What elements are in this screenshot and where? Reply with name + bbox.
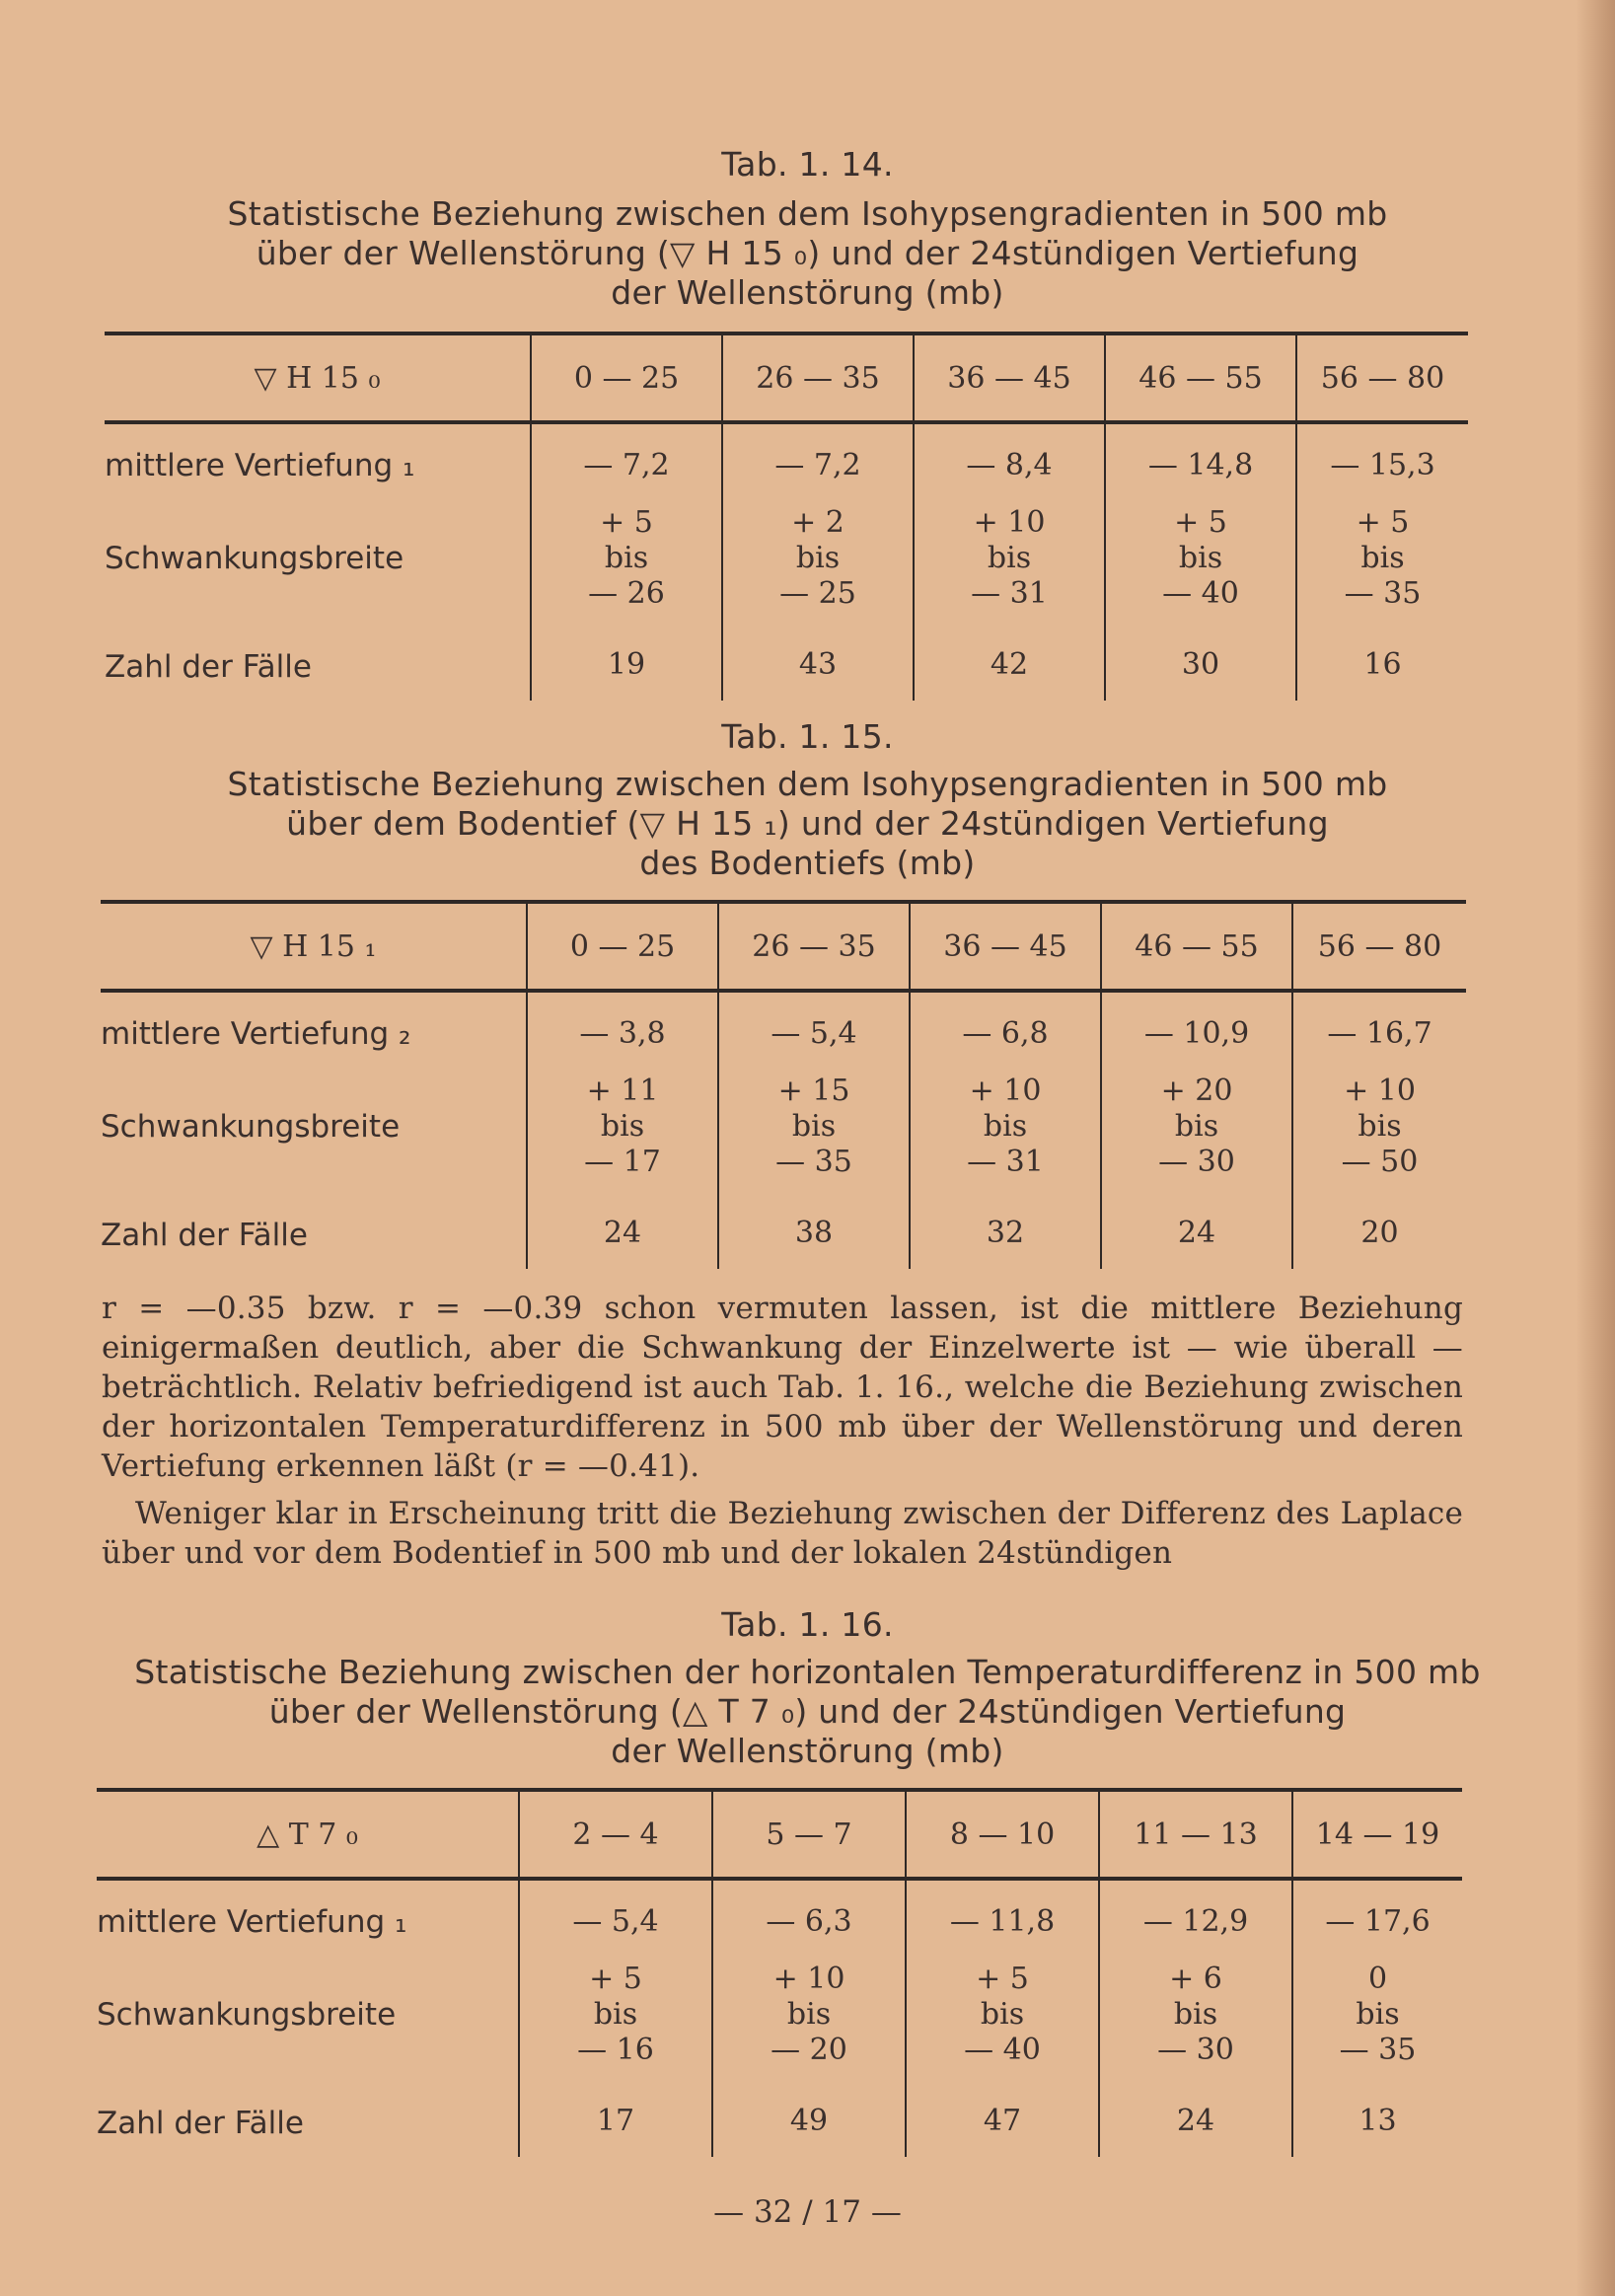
range-bottom: — 16 — [577, 2033, 654, 2067]
table-caption-line: Statistische Beziehung zwischen dem Isohypsengradienten in 500 mb — [227, 765, 1388, 803]
column-header: 0 — 25 — [527, 902, 718, 991]
range-bis: bis — [1358, 1109, 1402, 1144]
header-gradient-label: ▽ H 15 ₀ — [105, 333, 531, 422]
body-paragraph: r = —0.35 bzw. r = —0.39 schon vermuten lassen, ist die mittlere Beziehung einigermaßen deutlich, aber die Schwankung der Einzelwerte ist — wie überall — beträchtlich. Relativ befriedigend ist auch Tab. 1. 16., welche die Beziehung zwischen der horizontalen Temperaturdifferenz in 500 mb über der Wellenstörung und deren Vertiefung erkennen läßt (r = —0.41). — [102, 1291, 1463, 1484]
column-header: 36 — 45 — [910, 902, 1101, 991]
range-top: + 20 — [1160, 1074, 1233, 1108]
body-paragraph: Weniger klar in Erscheinung tritt die Beziehung zwischen der Differenz des Laplace über und vor dem Bodentief in 500 mb und der lokalen 24stündigen — [102, 1496, 1463, 1571]
table-caption-line: Statistische Beziehung zwischen der horizontalen Temperaturdifferenz in 500 mb — [134, 1653, 1481, 1691]
range-bottom: — 17 — [584, 1145, 661, 1179]
column-header: 56 — 80 — [1292, 902, 1466, 991]
table-cell — [519, 1962, 712, 2104]
data-table — [101, 900, 1466, 1269]
table-cell: — 12,9 — [1099, 1879, 1292, 1962]
range-bis: bis — [1356, 1997, 1400, 2032]
table-row-range — [105, 505, 1468, 647]
range-top: + 5 — [600, 505, 653, 540]
table-cell: 38 — [718, 1216, 910, 1269]
table-cell: — 7,2 — [722, 422, 914, 505]
table-cell — [914, 505, 1105, 647]
table-cell — [1292, 1962, 1462, 2104]
range-top: + 5 — [976, 1962, 1029, 1996]
range-bis: bis — [600, 1109, 645, 1144]
row-label: Schwankungsbreite — [97, 1997, 397, 2033]
table-caption-line: der Wellenstörung (mb) — [611, 273, 1004, 312]
table-cell: 17 — [519, 2104, 712, 2157]
column-header: 0 — 25 — [531, 333, 722, 422]
table-cell: 24 — [527, 1216, 718, 1269]
table-cell: 42 — [914, 647, 1105, 701]
range-top: + 2 — [791, 505, 844, 540]
row-label: Zahl der Fälle — [105, 649, 312, 685]
table-header-row — [105, 333, 1468, 422]
table-cell — [527, 1074, 718, 1216]
range-bottom: — 35 — [1339, 2033, 1417, 2067]
column-header: 56 — 80 — [1296, 333, 1468, 422]
table-row-mean — [97, 1879, 1462, 1962]
range-bis: bis — [593, 1997, 638, 2032]
table-cell: — 7,2 — [531, 422, 722, 505]
range-bottom: — 50 — [1341, 1145, 1419, 1179]
table-cell: — 5,4 — [519, 1879, 712, 1962]
table-caption-line: über der Wellenstörung (△ T 7 ₀) und der 24stündigen Vertiefung — [268, 1692, 1347, 1731]
range-bottom: — 26 — [588, 576, 665, 611]
row-label: mittlere Vertiefung ₁ — [105, 448, 415, 483]
data-table — [97, 1788, 1462, 2157]
range-bis: bis — [987, 541, 1032, 575]
range-top: 0 — [1367, 1962, 1388, 1996]
range-top: + 6 — [1169, 1962, 1222, 1996]
range-bottom: — 40 — [964, 2033, 1041, 2067]
table-caption-number: Tab. 1. 14. — [721, 145, 894, 184]
table-cell — [1292, 1074, 1466, 1216]
column-header: 8 — 10 — [906, 1790, 1099, 1879]
page-number: — 32 / 17 — — [713, 2194, 902, 2230]
table-caption-line: der Wellenstörung (mb) — [611, 1732, 1004, 1770]
range-top: + 5 — [1174, 505, 1227, 540]
range-top: + 11 — [586, 1074, 659, 1108]
table-cell — [1099, 1962, 1292, 2104]
range-bis: bis — [1360, 541, 1405, 575]
range-top: + 5 — [1356, 505, 1410, 540]
range-bottom: — 30 — [1158, 1145, 1235, 1179]
table-cell: 16 — [1296, 647, 1468, 701]
table-cell: — 6,3 — [712, 1879, 906, 1962]
range-top: + 15 — [777, 1074, 850, 1108]
range-bis: bis — [604, 541, 649, 575]
table-cell: — 8,4 — [914, 422, 1105, 505]
range-bis: bis — [795, 541, 841, 575]
table-cell: — 11,8 — [906, 1879, 1099, 1962]
range-bottom: — 30 — [1157, 2033, 1234, 2067]
table-cell — [1296, 505, 1468, 647]
range-bottom: — 35 — [1344, 576, 1422, 611]
table-cell — [722, 505, 914, 647]
range-bis: bis — [983, 1109, 1028, 1144]
column-header: 46 — 55 — [1105, 333, 1296, 422]
column-header: 11 — 13 — [1099, 1790, 1292, 1879]
range-top: + 5 — [589, 1962, 642, 1996]
column-header: 36 — 45 — [914, 333, 1105, 422]
table-caption-line: über dem Bodentief (▽ H 15 ₁) und der 24stündigen Vertiefung — [286, 804, 1329, 843]
range-bottom: — 40 — [1162, 576, 1239, 611]
table-row-mean — [101, 991, 1466, 1074]
range-bis: bis — [1173, 1997, 1218, 2032]
table-row-count — [105, 647, 1468, 701]
range-top: + 10 — [772, 1962, 845, 1996]
range-top: + 10 — [969, 1074, 1042, 1108]
table-cell: 19 — [531, 647, 722, 701]
table-header-row — [101, 902, 1466, 991]
range-bottom: — 25 — [779, 576, 856, 611]
table-cell — [1105, 505, 1296, 647]
table-cell — [910, 1074, 1101, 1216]
table-caption-number: Tab. 1. 16. — [721, 1605, 894, 1644]
table-cell: 13 — [1292, 2104, 1462, 2157]
table-cell: 30 — [1105, 647, 1296, 701]
header-gradient-label: ▽ H 15 ₁ — [101, 902, 527, 991]
row-label: Zahl der Fälle — [97, 2106, 304, 2141]
table-header-row — [97, 1790, 1462, 1879]
table-caption-line: über der Wellenstörung (▽ H 15 ₀) und der 24stündigen Vertiefung — [256, 234, 1359, 272]
table-cell: 47 — [906, 2104, 1099, 2157]
table-cell: — 15,3 — [1296, 422, 1468, 505]
table-cell: — 3,8 — [527, 991, 718, 1074]
table-cell: 49 — [712, 2104, 906, 2157]
table-cell: — 10,9 — [1101, 991, 1292, 1074]
column-header: 26 — 35 — [722, 333, 914, 422]
body-text — [102, 1289, 1463, 1573]
table-caption-line: des Bodentiefs (mb) — [639, 844, 976, 882]
table-cell — [712, 1962, 906, 2104]
table-row-mean — [105, 422, 1468, 505]
table-row-range — [101, 1074, 1466, 1216]
column-header: 2 — 4 — [519, 1790, 712, 1879]
table-cell: — 6,8 — [910, 991, 1101, 1074]
table-cell: — 16,7 — [1292, 991, 1466, 1074]
table-cell: 43 — [722, 647, 914, 701]
row-label: Schwankungsbreite — [101, 1109, 401, 1145]
table-cell: 20 — [1292, 1216, 1466, 1269]
range-bis: bis — [1178, 541, 1223, 575]
table-row-range — [97, 1962, 1462, 2104]
table-cell — [531, 505, 722, 647]
table-cell: — 5,4 — [718, 991, 910, 1074]
range-bottom: — 35 — [775, 1145, 852, 1179]
table-cell: — 17,6 — [1292, 1879, 1462, 1962]
header-temperature-label: △ T 7 ₀ — [97, 1790, 519, 1879]
range-bottom: — 31 — [967, 1145, 1044, 1179]
table-caption-number: Tab. 1. 15. — [721, 717, 894, 756]
column-header: 26 — 35 — [718, 902, 910, 991]
table-row-count — [97, 2104, 1462, 2157]
range-bis: bis — [1174, 1109, 1219, 1144]
range-bis: bis — [791, 1109, 837, 1144]
column-header: 5 — 7 — [712, 1790, 906, 1879]
table-cell: 24 — [1101, 1216, 1292, 1269]
table-row-count — [101, 1216, 1466, 1269]
row-label: mittlere Vertiefung ₁ — [97, 1904, 407, 1940]
table-cell — [718, 1074, 910, 1216]
table-cell — [1101, 1074, 1292, 1216]
table-cell: — 14,8 — [1105, 422, 1296, 505]
column-header: 14 — 19 — [1292, 1790, 1462, 1879]
data-table — [105, 332, 1468, 701]
table-cell: 24 — [1099, 2104, 1292, 2157]
range-top: + 10 — [973, 505, 1046, 540]
table-caption-line: Statistische Beziehung zwischen dem Isohypsengradienten in 500 mb — [227, 194, 1388, 233]
range-bis: bis — [980, 1997, 1025, 2032]
column-header: 46 — 55 — [1101, 902, 1292, 991]
range-top: + 10 — [1344, 1074, 1416, 1108]
row-label: Schwankungsbreite — [105, 541, 404, 576]
row-label: Zahl der Fälle — [101, 1218, 308, 1253]
page-edge-shadow — [1576, 0, 1615, 2296]
range-bis: bis — [786, 1997, 832, 2032]
row-label: mittlere Vertiefung ₂ — [101, 1016, 411, 1052]
table-cell: 32 — [910, 1216, 1101, 1269]
range-bottom: — 20 — [771, 2033, 847, 2067]
table-cell — [906, 1962, 1099, 2104]
range-bottom: — 31 — [971, 576, 1048, 611]
